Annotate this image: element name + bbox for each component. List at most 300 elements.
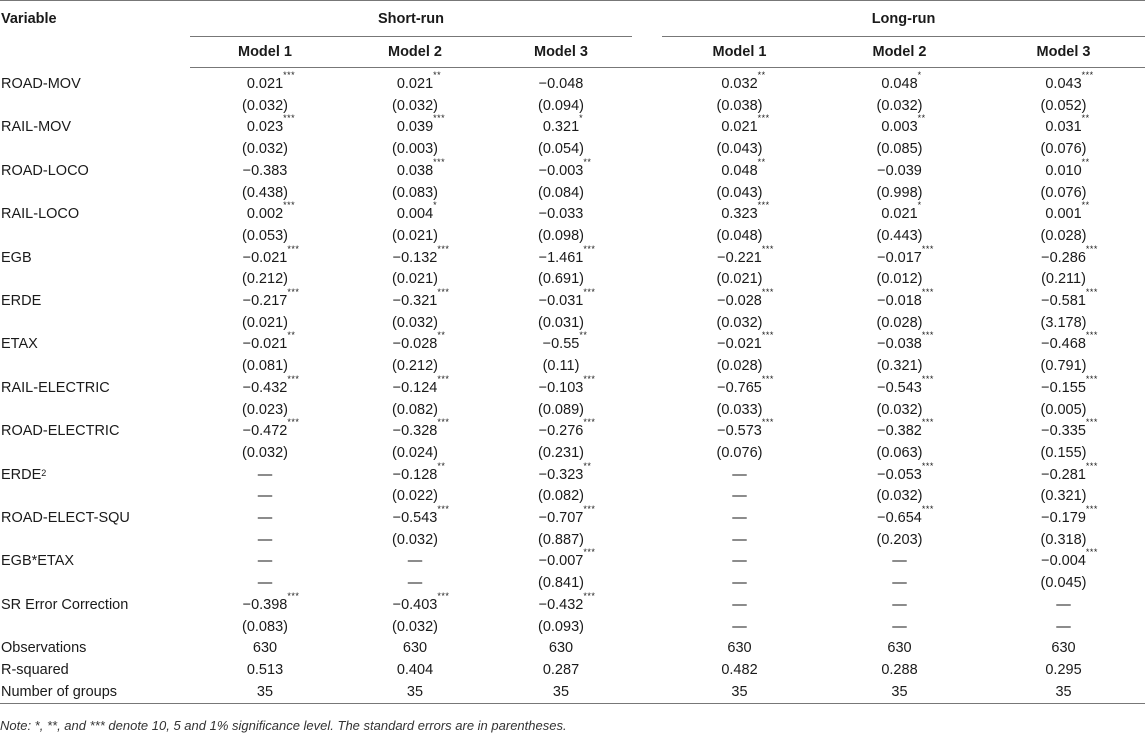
cell-value: (0.045) — [1040, 575, 1087, 592]
table-cell — [662, 96, 817, 118]
column-gap — [632, 530, 662, 552]
table-cell — [490, 139, 632, 161]
empty-label — [0, 617, 190, 639]
variable-name: ROAD-ELECTRIC — [1, 423, 120, 440]
coefficient-value: −0.286 *** — [1041, 243, 1098, 266]
model-header: Model 2 — [340, 37, 490, 68]
coefficient-value: 0.003 ** — [881, 113, 926, 136]
cell-value: (0.076) — [1040, 184, 1087, 201]
significance-stars: *** — [761, 330, 774, 341]
significance-stars: *** — [1085, 547, 1098, 558]
table-cell — [982, 595, 1145, 617]
cell-value: (0.887) — [538, 531, 584, 548]
column-gap — [632, 486, 662, 508]
coefficient-value: −0.039 — [877, 162, 922, 179]
significance-stars: *** — [287, 417, 300, 428]
cell-value: (0.998) — [876, 184, 923, 201]
table-cell — [340, 183, 490, 205]
column-gap — [632, 204, 662, 226]
table-cell — [982, 373, 1145, 400]
standard-error-row — [0, 226, 1145, 248]
coefficient-row — [0, 248, 1145, 270]
cell-value: (0.032) — [392, 314, 438, 331]
table-cell — [817, 660, 982, 682]
significance-stars: ** — [287, 330, 296, 341]
table-cell — [340, 551, 490, 573]
cell-value: (0.022) — [392, 488, 438, 505]
significance-stars: *** — [921, 287, 934, 298]
coefficient-value: 0.048 ** — [721, 156, 766, 179]
standard-error-row — [0, 486, 1145, 508]
cell-value: (0.033) — [716, 401, 763, 418]
variable-label — [0, 68, 190, 96]
coefficient-value: — — [732, 466, 747, 483]
table-body — [0, 68, 1145, 704]
coefficient-value: −0.017 *** — [877, 243, 934, 266]
column-gap — [632, 443, 662, 465]
coefficient-value: — — [407, 553, 423, 570]
table-cell — [662, 113, 817, 139]
empty-label — [0, 226, 190, 248]
table-cell — [662, 638, 817, 660]
variable-name: ERDE — [1, 466, 42, 483]
cell-value: (0.083) — [242, 618, 288, 635]
coefficient-value: 0.001 ** — [1045, 200, 1090, 223]
long-run-header — [662, 1, 1145, 37]
cell-value: (0.084) — [538, 184, 584, 201]
coefficient-row — [0, 334, 1145, 356]
significance-stars: *** — [761, 417, 774, 428]
table-cell — [490, 113, 632, 139]
table-cell — [662, 156, 817, 183]
coefficient-value: 0.002 *** — [246, 200, 296, 223]
table-cell — [340, 200, 490, 226]
significance-stars: *** — [287, 373, 300, 384]
table-cell — [190, 113, 340, 139]
cell-value: (0.024) — [392, 444, 438, 461]
significance-stars: *** — [583, 243, 596, 254]
cell-value: (0.021) — [392, 271, 438, 288]
table-cell — [490, 660, 632, 682]
coefficient-value: — — [732, 596, 747, 613]
table-cell — [190, 638, 340, 660]
cell-value: 0.287 — [542, 661, 580, 678]
table-cell — [490, 313, 632, 335]
table-cell — [490, 486, 632, 508]
table-cell — [190, 443, 340, 465]
table-cell — [190, 400, 340, 422]
table-cell — [982, 400, 1145, 422]
table-cell — [982, 573, 1145, 595]
column-gap — [632, 96, 662, 118]
cell-value: (0.031) — [538, 314, 584, 331]
significance-stars: *** — [433, 113, 446, 124]
coefficient-value: 0.031 ** — [1045, 113, 1090, 136]
table-cell — [662, 226, 817, 248]
coefficient-value: 0.021 * — [881, 200, 922, 223]
significance-stars: *** — [583, 373, 596, 384]
empty-label — [0, 139, 190, 161]
significance-stars: *** — [283, 70, 296, 80]
coefficient-value: −0.038 *** — [877, 330, 934, 353]
cell-value: (0.032) — [392, 618, 438, 635]
table-cell — [982, 113, 1145, 139]
long-run-label: Long-run — [871, 10, 936, 27]
table-cell — [982, 313, 1145, 335]
cell-value: (3.178) — [1040, 314, 1087, 331]
coefficient-value: 0.032 ** — [721, 70, 766, 92]
table-cell — [190, 183, 340, 205]
table-cell — [340, 96, 490, 118]
table-cell — [982, 139, 1145, 161]
cell-value: (0.032) — [876, 488, 923, 505]
cell-value: (0.093) — [538, 618, 584, 635]
cell-value: (0.048) — [716, 227, 763, 244]
table-cell — [340, 373, 490, 400]
table-cell — [340, 156, 490, 183]
table-cell — [490, 373, 632, 400]
significance-stars: *** — [437, 504, 450, 515]
column-gap — [632, 465, 662, 487]
significance-stars: *** — [437, 243, 450, 254]
cell-value: 630 — [887, 640, 912, 657]
table-cell — [340, 400, 490, 422]
variable-label — [0, 378, 190, 400]
cell-value: — — [257, 575, 273, 592]
empty-label — [0, 573, 190, 595]
significance-stars: ** — [1081, 113, 1090, 124]
coefficient-value: −0.321 *** — [392, 287, 450, 310]
coefficient-value: −0.007 *** — [538, 547, 596, 570]
table-cell — [490, 269, 632, 291]
cell-value: — — [892, 575, 907, 592]
significance-stars: *** — [583, 590, 596, 601]
coefficient-value: −0.021 *** — [242, 243, 300, 266]
standard-error-row — [0, 313, 1145, 335]
table-cell — [490, 682, 632, 704]
significance-stars: ** — [433, 70, 442, 80]
empty-label — [0, 486, 190, 508]
table-cell — [817, 161, 982, 183]
cell-value: (0.054) — [538, 141, 584, 158]
cell-value: 0.295 — [1045, 661, 1082, 678]
variable-name: ROAD-LOCO — [1, 162, 89, 179]
significance-stars: ** — [437, 330, 446, 341]
table-cell — [817, 443, 982, 465]
coefficient-value: 0.323 *** — [721, 200, 770, 223]
cell-value: (0.053) — [242, 227, 288, 244]
coefficient-value: 0.039 *** — [396, 113, 446, 136]
cell-value: — — [732, 531, 747, 548]
table-cell — [340, 460, 490, 487]
cell-value: (0.032) — [392, 531, 438, 548]
header-row-groups — [0, 1, 1145, 37]
standard-error-row — [0, 139, 1145, 161]
table-cell — [190, 551, 340, 573]
table-cell — [340, 113, 490, 139]
cell-value: 35 — [256, 683, 274, 700]
empty-label — [0, 183, 190, 205]
significance-stars: *** — [761, 287, 774, 298]
cell-value: (0.032) — [716, 314, 763, 331]
table-cell — [662, 465, 817, 487]
significance-stars: *** — [921, 243, 934, 254]
coefficient-row — [0, 204, 1145, 226]
table-cell — [817, 330, 982, 356]
cell-value: 35 — [406, 683, 424, 700]
model-header: Model 2 — [817, 37, 982, 68]
significance-stars: *** — [433, 156, 446, 167]
cell-value: (0.032) — [242, 141, 288, 158]
column-gap — [632, 226, 662, 248]
table-cell — [340, 504, 490, 530]
table-cell — [190, 313, 340, 335]
coefficient-value: 0.038 *** — [396, 156, 446, 179]
table-cell — [662, 660, 817, 682]
table-cell — [340, 269, 490, 291]
cell-value: 35 — [552, 683, 570, 700]
table-cell — [982, 330, 1145, 356]
variable-label — [0, 248, 190, 270]
table-cell — [340, 243, 490, 270]
significance-stars: *** — [583, 547, 596, 558]
table-cell — [190, 508, 340, 530]
variable-label — [0, 334, 190, 356]
table-cell — [817, 460, 982, 487]
table-cell — [982, 660, 1145, 682]
significance-stars: *** — [287, 287, 300, 298]
table-cell — [662, 682, 817, 704]
column-gap — [632, 682, 662, 704]
cell-value: (0.098) — [538, 227, 584, 244]
table-cell — [340, 486, 490, 508]
table-cell — [190, 161, 340, 183]
model-header: Model 1 — [190, 37, 340, 68]
cell-value: (0.212) — [242, 271, 288, 288]
coefficient-value: 0.021 *** — [721, 113, 770, 136]
table-cell — [662, 356, 817, 378]
table-cell — [982, 96, 1145, 118]
coefficient-value: −0.472 *** — [242, 417, 300, 440]
coefficient-value: — — [732, 553, 747, 570]
variable-name: EGB*ETAX — [1, 553, 75, 570]
table-cell — [817, 682, 982, 704]
variable-label — [0, 117, 190, 139]
standard-error-row — [0, 573, 1145, 595]
table-cell — [662, 183, 817, 205]
standard-error-row — [0, 96, 1145, 118]
standard-error-row — [0, 269, 1145, 291]
coefficient-value: −0.132 *** — [392, 243, 450, 266]
table-cell — [817, 113, 982, 139]
table-cell — [817, 504, 982, 530]
coefficient-value: −0.276 *** — [538, 417, 596, 440]
coefficient-value: 0.021 *** — [246, 70, 296, 92]
significance-stars: *** — [1085, 460, 1098, 471]
column-gap — [632, 161, 662, 183]
variable-label — [0, 551, 190, 573]
significance-stars: *** — [1085, 287, 1098, 298]
table-cell — [340, 68, 490, 96]
coefficient-value: −0.328 *** — [392, 417, 450, 440]
column-gap — [632, 248, 662, 270]
table-cell — [490, 287, 632, 313]
table-cell — [662, 551, 817, 573]
table-cell — [662, 573, 817, 595]
coefficient-value: −0.55 ** — [542, 330, 588, 353]
table-cell — [190, 530, 340, 552]
variable-name: RAIL-ELECTRIC — [1, 379, 110, 396]
table-cell — [490, 356, 632, 378]
coefficient-value: −0.028 ** — [392, 330, 446, 353]
table-cell — [662, 400, 817, 422]
table-cell — [190, 465, 340, 487]
coefficient-row — [0, 465, 1145, 487]
significance-stars: *** — [583, 504, 596, 515]
table-cell — [340, 417, 490, 443]
coefficient-value: −0.053 *** — [877, 460, 934, 483]
significance-stars: *** — [437, 373, 450, 384]
table-cell — [190, 96, 340, 118]
column-gap — [632, 508, 662, 530]
significance-stars: ** — [437, 460, 446, 471]
model-header: Model 3 — [982, 37, 1145, 68]
header-gap — [632, 37, 662, 68]
table-cell — [490, 547, 632, 573]
table-cell — [340, 313, 490, 335]
table-cell — [817, 400, 982, 422]
column-gap — [632, 117, 662, 139]
table-cell — [190, 330, 340, 356]
table-cell — [817, 638, 982, 660]
empty-label — [0, 530, 190, 552]
variable-label — [0, 421, 190, 443]
variable-label — [0, 595, 190, 617]
superscript-exponent: 2 — [41, 467, 47, 478]
standard-error-row — [0, 530, 1145, 552]
cell-value: (0.085) — [876, 141, 923, 158]
coefficient-value: −0.382 *** — [877, 417, 934, 440]
coefficient-value: −0.432 *** — [538, 590, 596, 613]
cell-value: (0.318) — [1040, 531, 1087, 548]
column-gap — [632, 334, 662, 356]
cell-value: — — [892, 618, 907, 635]
cell-value: — — [407, 575, 423, 592]
table-cell — [340, 638, 490, 660]
table-cell — [490, 638, 632, 660]
cell-value: (0.003) — [392, 141, 438, 158]
cell-value: 630 — [402, 640, 428, 657]
standard-error-row — [0, 443, 1145, 465]
table-cell — [982, 417, 1145, 443]
empty-label — [0, 96, 190, 118]
standard-error-row — [0, 400, 1145, 422]
table-cell — [817, 551, 982, 573]
empty-label — [0, 313, 190, 335]
table-cell — [662, 243, 817, 270]
table-cell — [490, 68, 632, 96]
cell-value: (0.212) — [392, 358, 438, 375]
coefficient-value: −0.217 *** — [242, 287, 300, 310]
column-gap — [632, 421, 662, 443]
table-cell — [662, 530, 817, 552]
cell-value: (0.012) — [876, 271, 923, 288]
significance-stars: *** — [1081, 70, 1094, 80]
significance-stars: *** — [761, 243, 774, 254]
table-cell — [662, 269, 817, 291]
cell-value: (0.038) — [716, 97, 763, 114]
table-cell — [190, 287, 340, 313]
cell-value: (0.023) — [242, 401, 288, 418]
table-cell — [817, 530, 982, 552]
significance-stars: * — [433, 200, 438, 211]
coefficient-value: −0.221 *** — [717, 243, 774, 266]
table-cell — [190, 226, 340, 248]
table-cell — [190, 486, 340, 508]
coefficient-value: −0.155 *** — [1041, 373, 1098, 396]
table-cell — [340, 139, 490, 161]
coefficient-row — [0, 595, 1145, 617]
standard-error-row — [0, 617, 1145, 639]
cell-value: (0.321) — [1040, 488, 1087, 505]
significance-stars: *** — [437, 417, 450, 428]
coefficient-value: −0.033 — [538, 206, 584, 223]
coefficient-value: 0.048 * — [881, 70, 922, 92]
statistic-label: Observations — [1, 640, 87, 657]
significance-stars: ** — [583, 156, 592, 167]
coefficient-value: −0.543 *** — [392, 504, 450, 527]
significance-stars: ** — [579, 330, 588, 341]
table-cell — [490, 504, 632, 530]
coefficient-value: −0.398 *** — [242, 590, 300, 613]
significance-stars: *** — [757, 200, 770, 211]
coefficient-value: −0.281 *** — [1041, 460, 1098, 483]
cell-value: (0.791) — [1040, 358, 1087, 375]
cell-value: (0.032) — [876, 401, 923, 418]
table-cell — [190, 617, 340, 639]
coefficient-value: −0.573 *** — [717, 417, 774, 440]
coefficient-value: −0.581 *** — [1041, 287, 1098, 310]
column-gap — [632, 617, 662, 639]
table-cell — [662, 617, 817, 639]
significance-stars: ** — [757, 70, 766, 80]
table-cell — [490, 156, 632, 183]
coefficient-value: — — [892, 596, 907, 613]
table-cell — [490, 96, 632, 118]
cell-value: (0.155) — [1040, 444, 1087, 461]
cell-value: (0.005) — [1040, 401, 1087, 418]
column-gap — [632, 291, 662, 313]
cell-value: (0.841) — [538, 575, 584, 592]
table-cell — [982, 443, 1145, 465]
table-cell — [982, 682, 1145, 704]
cell-value: (0.028) — [876, 314, 923, 331]
table-cell — [982, 287, 1145, 313]
coefficient-value: −0.004 *** — [1041, 547, 1098, 570]
significance-stars: *** — [921, 460, 934, 471]
table-cell — [340, 226, 490, 248]
table-cell — [190, 573, 340, 595]
cell-value: 0.288 — [881, 661, 918, 678]
cell-value: (0.094) — [538, 97, 584, 114]
table-cell — [982, 68, 1145, 96]
coefficient-value: −0.403 *** — [392, 590, 450, 613]
coefficient-row — [0, 378, 1145, 400]
table-cell — [662, 508, 817, 530]
table-cell — [490, 204, 632, 226]
table-cell — [662, 373, 817, 400]
table-cell — [982, 183, 1145, 205]
